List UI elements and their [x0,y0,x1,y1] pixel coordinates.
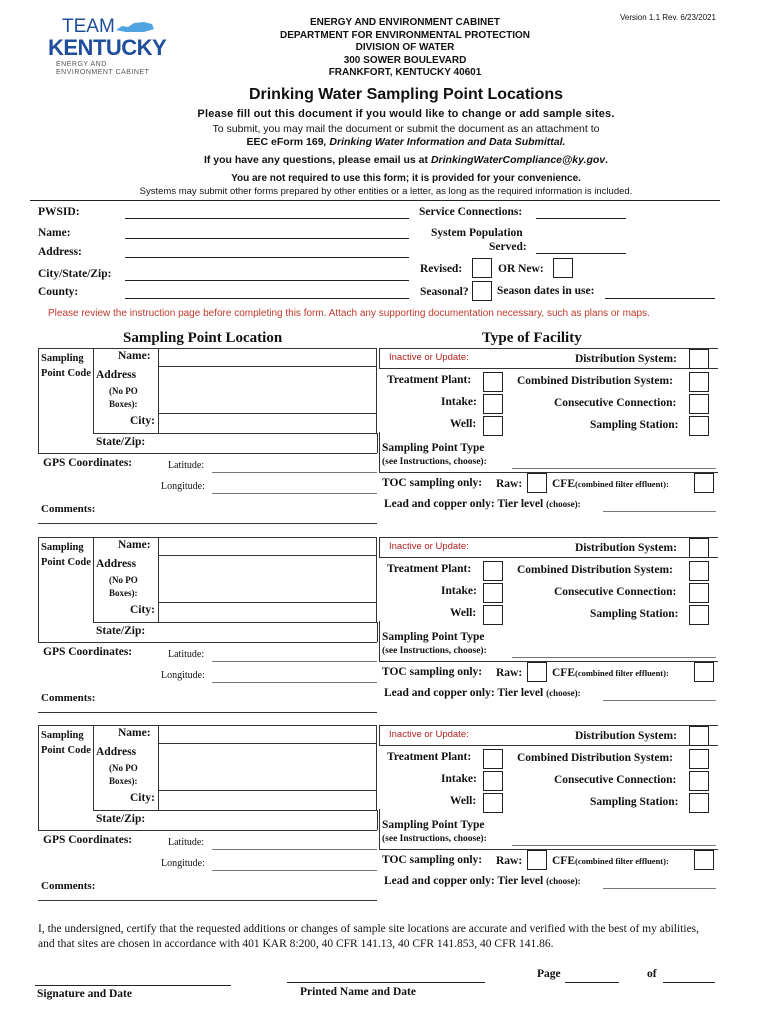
well-checkbox[interactable] [483,416,503,436]
combined-distribution-checkbox[interactable] [689,749,709,769]
no-po-boxes-note: (No PO Boxes): [109,763,138,786]
well-label: Well: [450,795,477,807]
intake-label: Intake: [441,396,477,408]
location-name-label: Name: [118,539,151,551]
intro-line-6: Systems may submit other forms prepared by other entities or a letter, as long as the required information is included. [139,186,633,197]
toc-sampling-label: TOC sampling only: [382,666,483,678]
cfe-label: CFE(combined filter effluent): [552,855,669,867]
treatment-plant-checkbox[interactable] [483,372,503,392]
location-address-label: Address [96,369,137,381]
intake-label: Intake: [441,585,477,597]
population-served-label: Served: [489,241,527,253]
sampling-station-label: Sampling Station: [590,419,679,431]
population-field[interactable] [536,253,626,254]
lead-copper-label: Lead and copper only: Tier level (choose): [384,875,581,887]
combined-distribution-label: Combined Distribution System: [517,375,673,387]
distribution-system-label: Distribution System: [575,730,677,742]
page-title: Drinking Water Sampling Point Locations [248,86,564,103]
printed-name-label: Printed Name and Date [300,986,416,998]
longitude-label: Longitude: [161,481,205,492]
sampling-point-code-label: Sampling Point Code [41,730,91,756]
raw-checkbox[interactable] [527,850,547,870]
comments-field[interactable] [98,875,377,900]
consecutive-connection-label: Consecutive Connection: [554,774,677,786]
cfe-checkbox[interactable] [694,662,714,682]
sampling-point-type-label: Sampling Point Type [382,442,485,454]
system-name-label: Name: [38,227,71,239]
tier-level-field[interactable] [603,700,716,701]
service-connections-field[interactable] [536,218,626,219]
location-city-label: City: [130,604,155,616]
intake-label: Intake: [441,773,477,785]
inactive-update-label: Inactive or Update: [389,541,469,552]
latitude-field[interactable] [212,661,377,662]
well-label: Well: [450,418,477,430]
distribution-system-label: Distribution System: [575,353,677,365]
location-city-label: City: [130,415,155,427]
toc-sampling-label: TOC sampling only: [382,477,483,489]
longitude-label: Longitude: [161,670,205,681]
sampling-point-code-label: Sampling Point Code [41,353,91,379]
intro-line-1: Please fill out this document if you would like to change or add sample sites. [197,108,615,120]
instruction-notice: Please review the instruction page before completing this form. Attach any supporting documentation necessary, such as plans or maps. [48,308,650,319]
cfe-label: CFE(combined filter effluent): [552,478,669,490]
gps-coordinates-label: GPS Coordinates: [43,834,133,846]
lead-copper-label: Lead and copper only: Tier level (choose): [384,498,581,510]
consecutive-connection-checkbox[interactable] [689,771,709,791]
county-label: County: [38,286,79,298]
combined-distribution-checkbox[interactable] [689,561,709,581]
sampling-point-type-field[interactable] [512,657,716,658]
toc-sampling-label: TOC sampling only: [382,854,483,866]
inactive-update-label: Inactive or Update: [389,729,469,740]
location-address-field[interactable] [159,367,377,413]
location-city-label: City: [130,792,155,804]
sampling-point-code-field[interactable] [38,378,93,433]
page-total-field[interactable] [663,982,715,983]
sampling-point-type-label: Sampling Point Type [382,631,485,643]
signature-label: Signature and Date [37,988,132,1000]
raw-checkbox[interactable] [527,662,547,682]
sampling-station-label: Sampling Station: [590,796,679,808]
pwsid-label: PWSID: [38,206,80,218]
printed-name-field[interactable] [287,982,485,983]
raw-label: Raw: [496,478,523,490]
sampling-station-label: Sampling Station: [590,608,679,620]
latitude-label: Latitude: [168,837,205,848]
latitude-field[interactable] [212,849,377,850]
cfe-checkbox[interactable] [694,473,714,493]
consecutive-connection-checkbox[interactable] [689,583,709,603]
location-name-field[interactable] [159,726,377,743]
city-state-zip-label: City/State/Zip: [38,268,112,280]
location-name-label: Name: [118,727,151,739]
intake-checkbox[interactable] [483,583,503,603]
signature-field[interactable] [35,985,231,986]
page-label: Page [537,968,561,980]
latitude-field[interactable] [212,472,377,473]
comments-field[interactable] [98,687,377,712]
location-address-label: Address [96,558,137,570]
sampling-station-checkbox[interactable] [689,416,709,436]
location-state-zip-field[interactable] [159,623,377,642]
location-state-zip-field[interactable] [159,811,377,830]
intro-line-4: If you have any questions, please email us at DrinkingWaterCompliance@ky.gov. [203,154,609,166]
kentucky-map-icon [114,20,156,34]
latitude-label: Latitude: [168,649,205,660]
new-label: OR New: [498,263,544,275]
see-instructions-label: (see Instructions, choose): [382,646,487,656]
distribution-system-checkbox[interactable] [689,349,709,369]
city-state-zip-field[interactable] [125,280,409,281]
sampling-point-location-heading: Sampling Point Location [123,330,283,346]
treatment-plant-label: Treatment Plant: [387,563,472,575]
location-address-field[interactable] [159,744,377,790]
type-of-facility-heading: Type of Facility [482,330,582,346]
comments-label: Comments: [41,692,96,704]
page-number-field[interactable] [565,982,619,983]
of-label: of [647,968,657,980]
county-field[interactable] [125,298,409,299]
intake-checkbox[interactable] [483,771,503,791]
location-state-zip-label: State/Zip: [96,813,146,825]
cfe-label: CFE(combined filter effluent): [552,667,669,679]
service-connections-label: Service Connections: [419,206,523,218]
longitude-field[interactable] [212,682,377,683]
version-label: Version 1.1 Rev. 6/23/2021 [620,13,716,22]
sampling-point-type-field[interactable] [512,468,716,469]
consecutive-connection-checkbox[interactable] [689,394,709,414]
location-city-field[interactable] [159,603,377,622]
sampling-point-type-field[interactable] [512,845,716,846]
tier-level-field[interactable] [603,511,716,512]
season-dates-field[interactable] [605,298,715,299]
consecutive-connection-label: Consecutive Connection: [554,586,677,598]
address-label: Address: [38,246,82,258]
location-name-field[interactable] [159,349,377,366]
divider [30,200,720,201]
distribution-system-label: Distribution System: [575,542,677,554]
lead-copper-label: Lead and copper only: Tier level (choose): [384,687,581,699]
cfe-checkbox[interactable] [694,850,714,870]
well-label: Well: [450,607,477,619]
comments-label: Comments: [41,503,96,515]
location-state-zip-label: State/Zip: [96,436,146,448]
no-po-boxes-note: (No PO Boxes): [109,575,138,598]
intro-line-2: To submit, you may mail the document or submit the document as an attachment to [212,123,600,135]
address-field[interactable] [125,257,409,258]
consecutive-connection-label: Consecutive Connection: [554,397,677,409]
new-checkbox[interactable] [553,258,573,278]
header-block: ENERGY AND ENVIRONMENT CABINET DEPARTMENT FOR ENVIRONMENTAL PROTECTION DIVISION OF WATER 300 SOWER BOULEVARD FRANKFORT, KENTUCKY 40601 [280,17,530,78]
combined-distribution-checkbox[interactable] [689,372,709,392]
sampling-point-code-field[interactable] [38,567,93,622]
location-city-field[interactable] [159,791,377,810]
raw-checkbox[interactable] [527,473,547,493]
intro-line-5: You are not required to use this form; it is provided for your convenience. [231,173,581,184]
comments-field[interactable] [98,498,377,523]
intro-line-3: EEC eForm 169, Drinking Water Information and Data Submittal. [246,136,566,148]
location-city-field[interactable] [159,414,377,433]
location-state-zip-label: State/Zip: [96,625,146,637]
treatment-plant-label: Treatment Plant: [387,751,472,763]
treatment-plant-label: Treatment Plant: [387,374,472,386]
longitude-field[interactable] [212,870,377,871]
season-dates-label: Season dates in use: [497,285,595,297]
location-state-zip-field[interactable] [159,434,377,453]
combined-distribution-label: Combined Distribution System: [517,564,673,576]
seasonal-checkbox[interactable] [472,281,492,301]
well-checkbox[interactable] [483,793,503,813]
location-address-label: Address [96,746,137,758]
intake-checkbox[interactable] [483,394,503,414]
raw-label: Raw: [496,667,523,679]
team-kentucky-logo: TEAM KENTUCKY ENERGY AND ENVIRONMENT CABINET [48,16,167,76]
revised-label: Revised: [420,263,463,275]
system-name-field[interactable] [125,238,409,239]
see-instructions-label: (see Instructions, choose): [382,834,487,844]
location-address-field[interactable] [159,556,377,602]
treatment-plant-checkbox[interactable] [483,749,503,769]
sampling-point-code-field[interactable] [38,755,93,810]
raw-label: Raw: [496,855,523,867]
revised-checkbox[interactable] [472,258,492,278]
tier-level-field[interactable] [603,888,716,889]
sampling-point-type-label: Sampling Point Type [382,819,485,831]
distribution-system-checkbox[interactable] [689,538,709,558]
no-po-boxes-note: (No PO Boxes): [109,386,138,409]
distribution-system-checkbox[interactable] [689,726,709,746]
longitude-label: Longitude: [161,858,205,869]
sampling-point-block [38,725,718,910]
seasonal-label: Seasonal? [420,286,469,298]
treatment-plant-checkbox[interactable] [483,561,503,581]
gps-coordinates-label: GPS Coordinates: [43,646,133,658]
latitude-label: Latitude: [168,460,205,471]
see-instructions-label: (see Instructions, choose): [382,457,487,467]
sampling-point-block [38,537,718,722]
longitude-field[interactable] [212,493,377,494]
pwsid-field[interactable] [125,218,409,219]
sampling-station-checkbox[interactable] [689,793,709,813]
sampling-station-checkbox[interactable] [689,605,709,625]
location-name-field[interactable] [159,538,377,555]
population-label: System Population [431,227,523,239]
well-checkbox[interactable] [483,605,503,625]
sampling-point-block [38,348,718,533]
location-name-label: Name: [118,350,151,362]
comments-label: Comments: [41,880,96,892]
sampling-point-code-label: Sampling Point Code [41,542,91,568]
inactive-update-label: Inactive or Update: [389,352,469,363]
combined-distribution-label: Combined Distribution System: [517,752,673,764]
certification-text: I, the undersigned, certify that the requested additions or changes of sample site locations are accurate and verified with the best of my abilities, and that sites are chosen in accordance with 401 KAR 8:200, 40 CFR 141.13, 40 CFR 141.853, 40 CFR 141.86. [38,923,700,950]
gps-coordinates-label: GPS Coordinates: [43,457,133,469]
